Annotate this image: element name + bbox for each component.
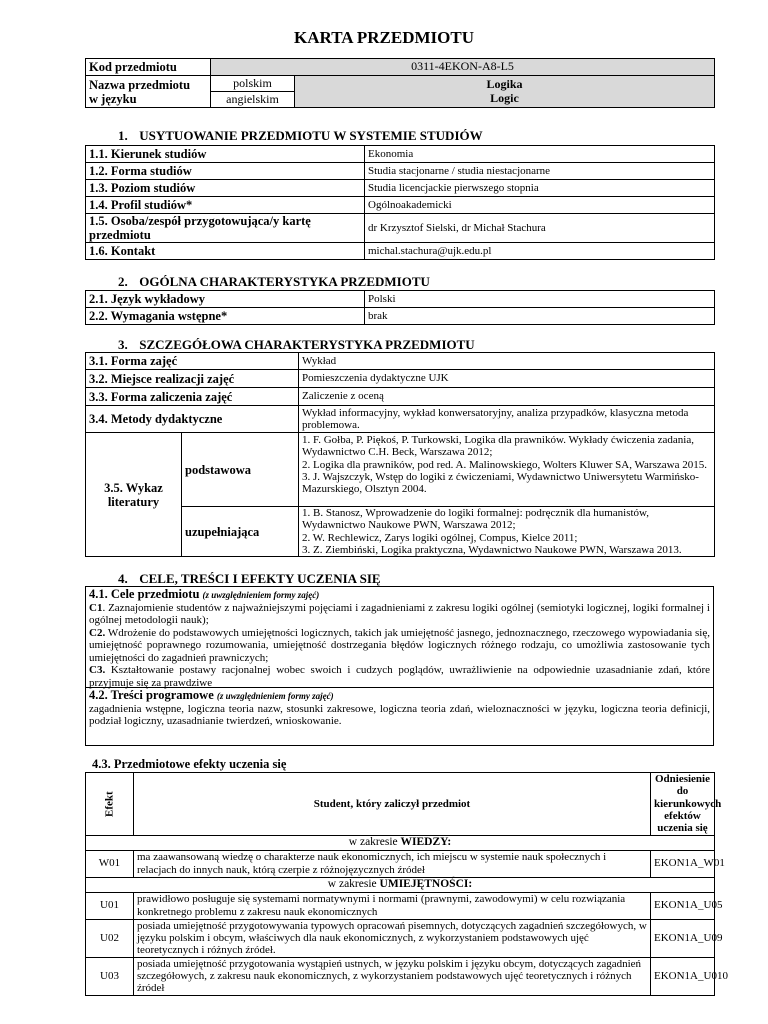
cele-text-3: Kształtowanie postawy racjonalnej wobec swoich i cudzych poglądów, uwrażliwienie na odpowiednie uzasadnianie zdań, które przyjmuje się za prawdziwe: [89, 664, 710, 689]
tresci-label: 4.2. Treści programowe: [89, 688, 214, 702]
section3-heading: [118, 337, 475, 353]
s3-row2-value: Pomieszczenia dydaktyczne UJK: [299, 370, 715, 388]
wiedzy-prefix: w zakresie: [348, 836, 401, 849]
uzupelniajaca-item-3: 3. Z. Ziembiński, Logika praktyczna, Wydawnictwo Naukowe PWN, Warszawa 2013.: [302, 543, 682, 556]
s1-row6-value: michal.stachura@ujk.edu.pl: [365, 243, 715, 260]
s1-row1-label: 1.1. Kierunek studiów: [86, 146, 365, 163]
s3-row3-value: Zaliczenie z oceną: [299, 388, 715, 406]
section4-title: CELE, TREŚCI I EFEKTY UCZENIA SIĘ: [139, 571, 381, 586]
tresci-heading: [86, 688, 713, 703]
cele-label: 4.1. Cele przedmiotu: [89, 587, 200, 601]
cele-item-2: [86, 627, 713, 664]
lang-en: angielskim: [211, 92, 295, 108]
cele-item-3: [86, 664, 713, 689]
s1-row4-label: 1.4. Profil studiów*: [86, 197, 365, 214]
section4-number: 4.: [118, 571, 128, 586]
s3-row3-label: 3.3. Forma zaliczenia zajęć: [86, 388, 299, 406]
row-u02-code: U02: [86, 919, 134, 957]
cele-code-1: C1: [89, 602, 103, 614]
s1-row2-value: Studia stacjonarne / studia niestacjonarne: [365, 163, 715, 180]
row-u02-text: posiada umiejętność przygotowywania typowych opracowań pisemnych, dotyczących zagadnień szczegółowych, w języku polskim i obcym, właściwych dla nauk ekonomicznych, z wykorzystaniem podstawowych ujęć teoretycznych i różnych źródeł.: [134, 919, 651, 957]
cele-text-1: . Zaznajomienie studentów z najważniejszymi pojęciami i zagadnieniami z zakresu logiki ogólnej (semiotyki logicznej, logiki formalnej i ogólnej metodologii nauk);: [89, 602, 710, 627]
s1-row3-value: Studia licencjackie pierwszego stopnia: [365, 180, 715, 197]
row-u01-ref: EKON1A_U05: [651, 892, 715, 919]
s1-row2-label: 1.2. Forma studiów: [86, 163, 365, 180]
section3-number: 3.: [118, 337, 128, 352]
tresci-text: zagadnienia wstępne, logiczna teoria nazw, stosunki zakresowe, logiczna teoria zdań, wieloznaczności w języku, logiczna teoria definicji, podział logiczny, uzasadnianie twierdzeń, wnioskowanie.: [89, 703, 710, 728]
section1-title: USYTUOWANIE PRZEDMIOTU W SYSTEMIE STUDIÓW: [139, 128, 483, 143]
lit-label: [86, 433, 182, 557]
course-name-en: Logic: [490, 90, 519, 105]
section4-heading: [118, 571, 381, 587]
row-w01-text: ma zaawansowaną wiedzę o charakterze nauk ekonomicznych, ich miejscu w systemie nauk społecznych i relacjach do innych nauk, którą czerpie z różnojęzycznych źródeł: [134, 850, 651, 877]
s3-row1-label: 3.1. Forma zajęć: [86, 353, 299, 370]
section1-number: 1.: [118, 128, 128, 143]
header-table: [85, 58, 715, 108]
wiedzy-row: [86, 835, 715, 850]
podstawowa-label: podstawowa: [182, 433, 299, 507]
podstawowa-item-3: 3. J. Wajszczyk, Wstęp do logiki z ćwiczeniami, Wydawnictwo Uniwersytetu Warmińsko-Mazurskiego, Olsztyn 2004.: [302, 470, 699, 496]
kod-value: 0311-4EKON-A8-L5: [211, 59, 715, 76]
efekty-table: [85, 772, 728, 996]
row-u02-ref: EKON1A_U09: [651, 919, 715, 957]
section2-number: 2.: [118, 274, 128, 289]
s3-row4-label: 3.4. Metody dydaktyczne: [86, 406, 299, 433]
col-efekt-label: Efekt: [103, 790, 116, 817]
cele-item-1: [86, 602, 713, 627]
course-name-pl: Logika: [486, 77, 523, 92]
s2-row1-label: 2.1. Język wykładowy: [86, 291, 365, 308]
document-title: KARTA PRZEDMIOTU: [294, 28, 474, 47]
row-w01-ref: EKON1A_W01: [651, 850, 715, 877]
section1-table: [85, 145, 715, 260]
podstawowa-item-1: 1. F. Gołba, P. Piękoś, P. Turkowski, Logika dla prawników. Wykłady ćwiczenia zadania, Wydawnictwo C.H. Beck, Warszawa 2012;: [302, 434, 694, 459]
lit-label-line1: 3.5. Wykaz: [104, 480, 163, 495]
nazwa-label: [86, 76, 211, 108]
s3-row1-value: Wykład: [299, 353, 715, 370]
lit-label-line2: literatury: [107, 494, 160, 509]
col-efekt-header: [86, 773, 134, 836]
section3-title: SZCZEGÓŁOWA CHARAKTERYSTYKA PRZEDMIOTU: [139, 337, 475, 352]
nazwa-label-line1: Nazwa przedmiotu: [89, 77, 191, 92]
s3-row4-value: Wykład informacyjny, wykład konwersatoryjny, analiza przypadków, klasyczna metoda problemowa.: [299, 406, 715, 433]
s1-row5-label: 1.5. Osoba/zespół przygotowująca/y kartę przedmiotu: [86, 214, 365, 243]
cele-note: (z uwzględnieniem formy zajęć): [202, 590, 320, 600]
lang-pl: polskim: [211, 76, 295, 92]
row-u01-text: prawidłowo posługuje się systemami normatywnymi i normami (prawnymi, zawodowymi) w celu rozwiązania konkretnego problemu z zakresu nauk ekonomicznych: [134, 892, 651, 919]
cele-text-2: Wdrożenie do podstawowych umiejętności logicznych, takich jak umiejętność jasnego, jednoznacznego, rzeczowego wypowiadania się, umiejętność poprawnego rozumowania, umiejętność dostrzegania błędów logicznych różnego rodzaju, co umożliwia zastosowanie tych umiejętności do zagadnień prawniczych;: [89, 626, 710, 664]
cele-box: [85, 586, 714, 688]
section2-heading: [118, 274, 430, 290]
s2-row2-value: brak: [365, 308, 715, 325]
tresci-box: [85, 687, 714, 746]
umiej-label: UMIEJĘTNOŚCI:: [379, 878, 473, 891]
row-u03-code: U03: [86, 957, 134, 995]
section1-heading: [118, 128, 483, 144]
s2-row1-value: Polski: [365, 291, 715, 308]
row-u03-text: posiada umiejętność przygotowania wystąpień ustnych, w języku polskim i języku obcym, dotyczących zagadnień szczegółowych, z zakresu nauk ekonomicznych, z wykorzystaniem podstawowych ujęć teoretycznych i różnych źródeł: [134, 957, 651, 995]
kod-label: Kod przedmiotu: [86, 59, 211, 76]
col-odn-header: Odniesienie do kierunkowych efektów uczenia się: [651, 773, 715, 836]
umiej-prefix: w zakresie: [327, 878, 380, 891]
course-names: [295, 76, 715, 108]
s1-row5-value: dr Krzysztof Sielski, dr Michał Stachura: [365, 214, 715, 243]
wiedzy-label: WIEDZY:: [400, 836, 452, 849]
section2-table: [85, 290, 715, 325]
section2-title: OGÓLNA CHARAKTERYSTYKA PRZEDMIOTU: [139, 274, 430, 289]
podstawowa-list: [299, 433, 715, 507]
nazwa-label-line2: w języku: [89, 91, 137, 106]
uzupelniajaca-list: [299, 507, 715, 557]
cele-heading: [86, 587, 713, 602]
row-u03-ref: EKON1A_U010: [651, 957, 715, 995]
row-u01-code: U01: [86, 892, 134, 919]
cele-code-3: C3.: [89, 664, 106, 677]
section3-table: [85, 352, 715, 557]
umiej-row: [86, 877, 715, 892]
s1-row1-value: Ekonomia: [365, 146, 715, 163]
s1-row6-label: 1.6. Kontakt: [86, 243, 365, 260]
row-w01-code: W01: [86, 850, 134, 877]
s2-row2-label: 2.2. Wymagania wstępne*: [86, 308, 365, 325]
s1-row4-value: Ogólnoakademicki: [365, 197, 715, 214]
s1-row3-label: 1.3. Poziom studiów: [86, 180, 365, 197]
s3-row2-label: 3.2. Miejsce realizacji zajęć: [86, 370, 299, 388]
tresci-note: (z uwzględnieniem formy zajęć): [216, 691, 334, 701]
podstawowa-item-2: 2. Logika dla prawników, pod red. A. Malinowskiego, Wolters Kluwer SA, Warszawa 2015.: [302, 458, 707, 471]
efekty-heading: 4.3. Przedmiotowe efekty uczenia się: [92, 757, 287, 771]
uzupelniajaca-item-1: 1. B. Stanosz, Wprowadzenie do logiki formalnej: podręcznik dla humanistów, Wydawnictwo Naukowe PWN, Warszawa 2012;: [302, 507, 650, 532]
col-student-header: Student, który zaliczył przedmiot: [134, 773, 651, 836]
uzupelniajaca-item-2: 2. W. Rechlewicz, Zarys logiki ogólnej, Compus, Kielce 2011;: [302, 531, 578, 544]
cele-code-2: C2.: [89, 626, 106, 639]
uzupelniajaca-label: uzupełniająca: [182, 507, 299, 557]
